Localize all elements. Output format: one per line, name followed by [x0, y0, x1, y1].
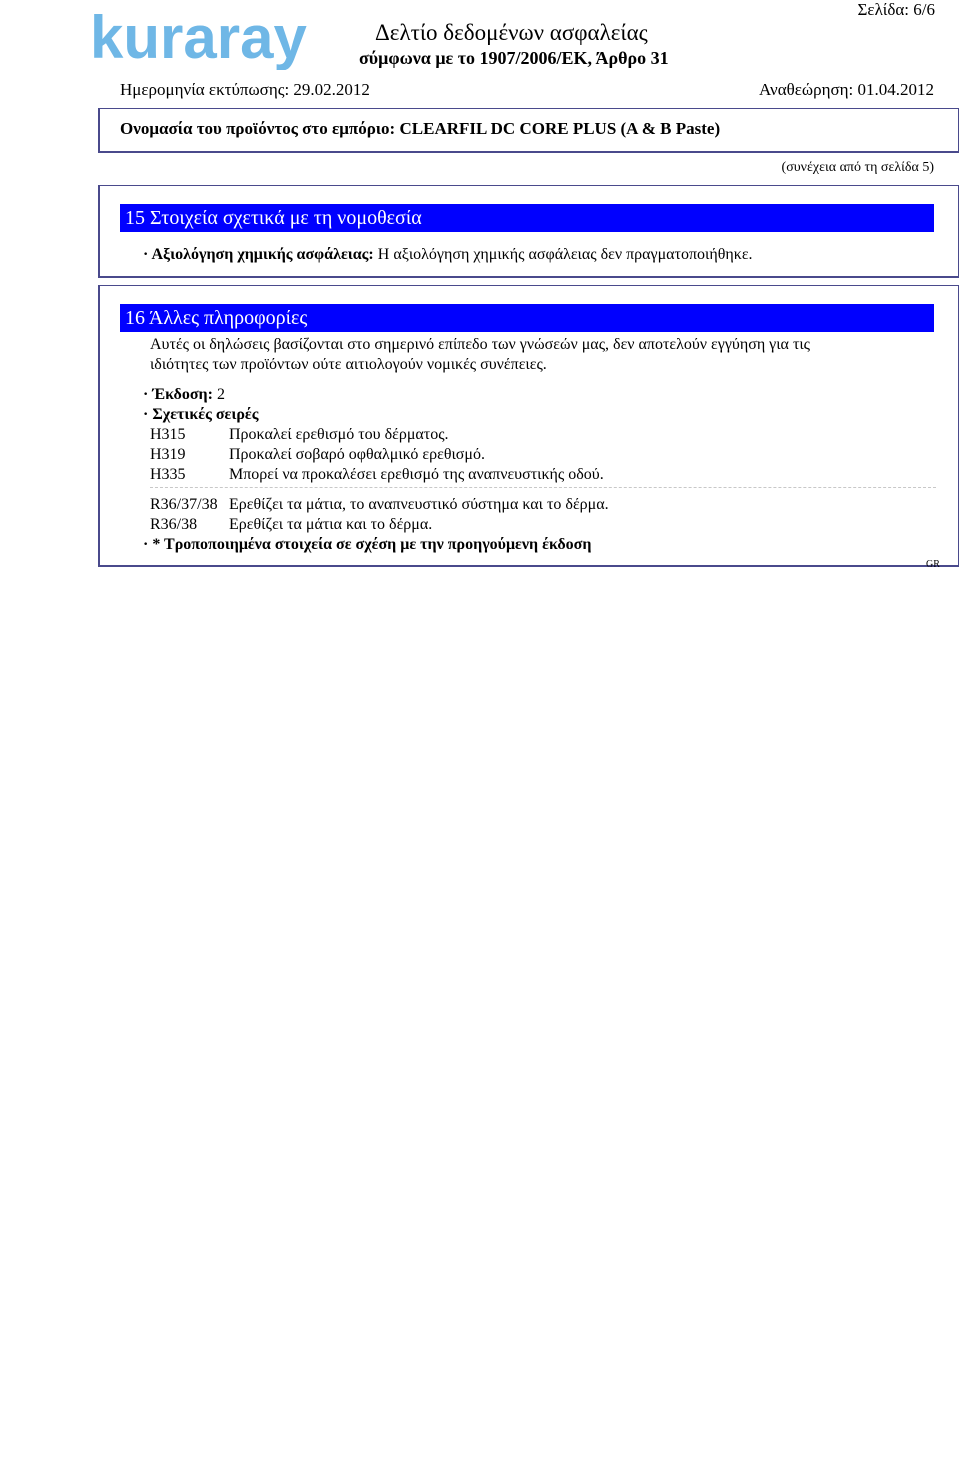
- phrase-code: H315: [150, 426, 186, 443]
- continued-note: (συνέχεια από τη σελίδα 5): [781, 160, 934, 175]
- edition-label: · Έκδοση:: [143, 386, 213, 403]
- kuraray-logo: [90, 8, 320, 70]
- revision-date: Αναθεώρηση: 01.04.2012: [759, 80, 934, 99]
- phrase-code: R36/37/38: [150, 496, 218, 513]
- relevant-phrases-label: · Σχετικές σειρές: [143, 406, 259, 423]
- phrase-code: H335: [150, 466, 186, 483]
- phrase-code: R36/38: [150, 516, 198, 533]
- phrase-text: Ερεθίζει τα μάτια και το δέρμα.: [229, 516, 433, 533]
- product-name: [120, 119, 720, 139]
- logo-text: kuraray: [90, 8, 307, 70]
- edition-value: 2: [216, 386, 225, 403]
- print-date: Ημερομηνία εκτύπωσης: 29.02.2012: [120, 80, 370, 99]
- disclaimer-line-2: ιδιότητες των προϊόντων ούτε αιτιολογούν νομικές συνέπειες.: [150, 356, 547, 373]
- phrase-code: H319: [150, 446, 186, 463]
- disclaimer-line-1: Αυτές οι δηλώσεις βασίζονται στο σημερινό επίπεδο των γνώσεών μας, δεν αποτελούν εγγύηση για τις: [150, 336, 811, 353]
- section-15-heading: 15 Στοιχεία σχετικά με τη νομοθεσία: [120, 204, 934, 232]
- phrase-text: Μπορεί να προκαλέσει ερεθισμό της αναπνευστικής οδού.: [229, 466, 604, 483]
- phrase-text: Προκαλεί ερεθισμό του δέρματος.: [229, 426, 449, 443]
- changes-note: · * Τροποποιημένα στοιχεία σε σχέση με την προηγούμενη έκδοση: [143, 536, 592, 553]
- chemical-safety-assessment: [143, 246, 753, 264]
- section-16-heading: 16 Άλλες πληροφορίες: [120, 304, 934, 332]
- page-number: Σελίδα: 6/6: [857, 0, 935, 19]
- product-name-value: CLEARFIL DC CORE PLUS (A & B Paste): [399, 119, 721, 138]
- country-code: GR: [926, 559, 940, 570]
- document-title: Δελτίο δεδομένων ασφαλείας: [375, 20, 648, 45]
- phrase-text: Προκαλεί σοβαρό οφθαλμικό ερεθισμό.: [229, 446, 485, 463]
- assessment-value: Η αξιολόγηση χημικής ασφάλειας δεν πραγματοποιήθηκε.: [377, 246, 753, 263]
- document-subtitle: σύμφωνα με το 1907/2006/ΕΚ, Άρθρο 31: [359, 48, 669, 68]
- assessment-label: · Αξιολόγηση χημικής ασφάλειας:: [143, 246, 374, 263]
- phrase-separator: [150, 487, 936, 488]
- phrase-text: Ερεθίζει τα μάτια, το αναπνευστικό σύστημα και το δέρμα.: [229, 496, 609, 513]
- edition: [143, 386, 225, 404]
- product-name-label: Ονομασία του προϊόντος στο εμπόριο:: [120, 119, 396, 138]
